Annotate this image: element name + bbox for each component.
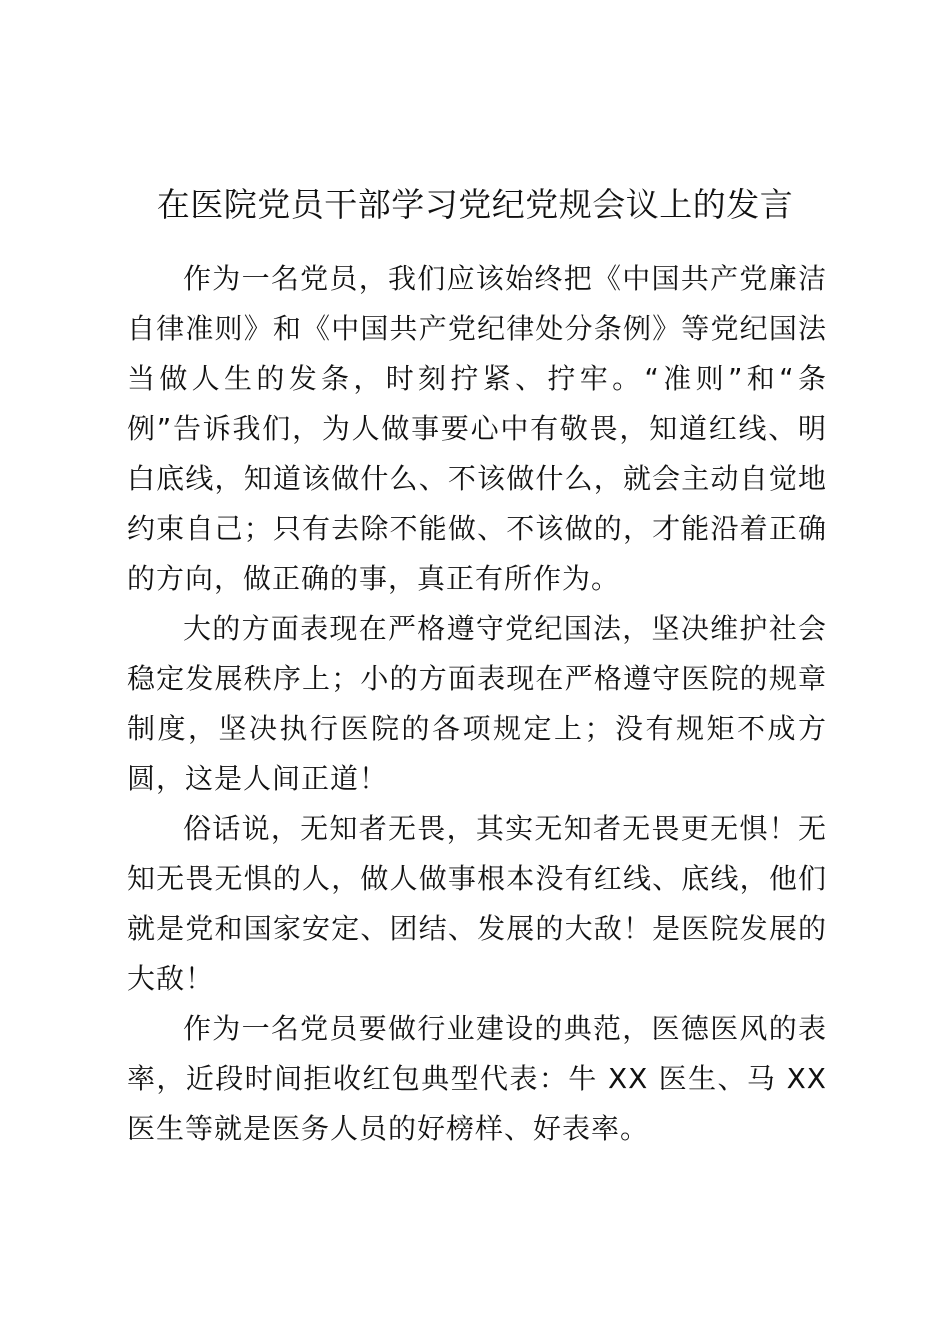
paragraph-4: 作为一名党员要做行业建设的典范，医德医风的表率，近段时间拒收红包典型代表：牛 XX 医生、马 XX 医生等就是医务人员的好榜样、好表率。 [127, 1012, 827, 1145]
paragraph-2: 大的方面表现在严格遵守党纪国法，坚决维护社会稳定发展秩序上；小的方面表现在严格遵守医院的规章制度，坚决执行医院的各项规定上；没有规矩不成方圆，这是人间正道！ [127, 612, 827, 795]
paragraph-1: 作为一名党员，我们应该始终把《中国共产党廉洁自律准则》和《中国共产党纪律处分条例》等党纪国法当做人生的发条，时刻拧紧、拧牢。“准则”和“条例”告诉我们，为人做事要心中有敬畏，知道红线、明白底线，知道该做什么、不该做什么，就会主动自觉地约束自己；只有去除不能做、不该做的，才能沿着正确的方向，做正确的事，真正有所作为。 [127, 262, 827, 595]
document-title: 在医院党员干部学习党纪党规会议上的发言 [156, 185, 794, 224]
paragraph-3: 俗话说，无知者无畏，其实无知者无畏更无惧！无知无畏无惧的人，做人做事根本没有红线、底线，他们就是党和国家安定、团结、发展的大敌！是医院发展的大敌！ [127, 812, 827, 995]
document-body [127, 254, 827, 1154]
